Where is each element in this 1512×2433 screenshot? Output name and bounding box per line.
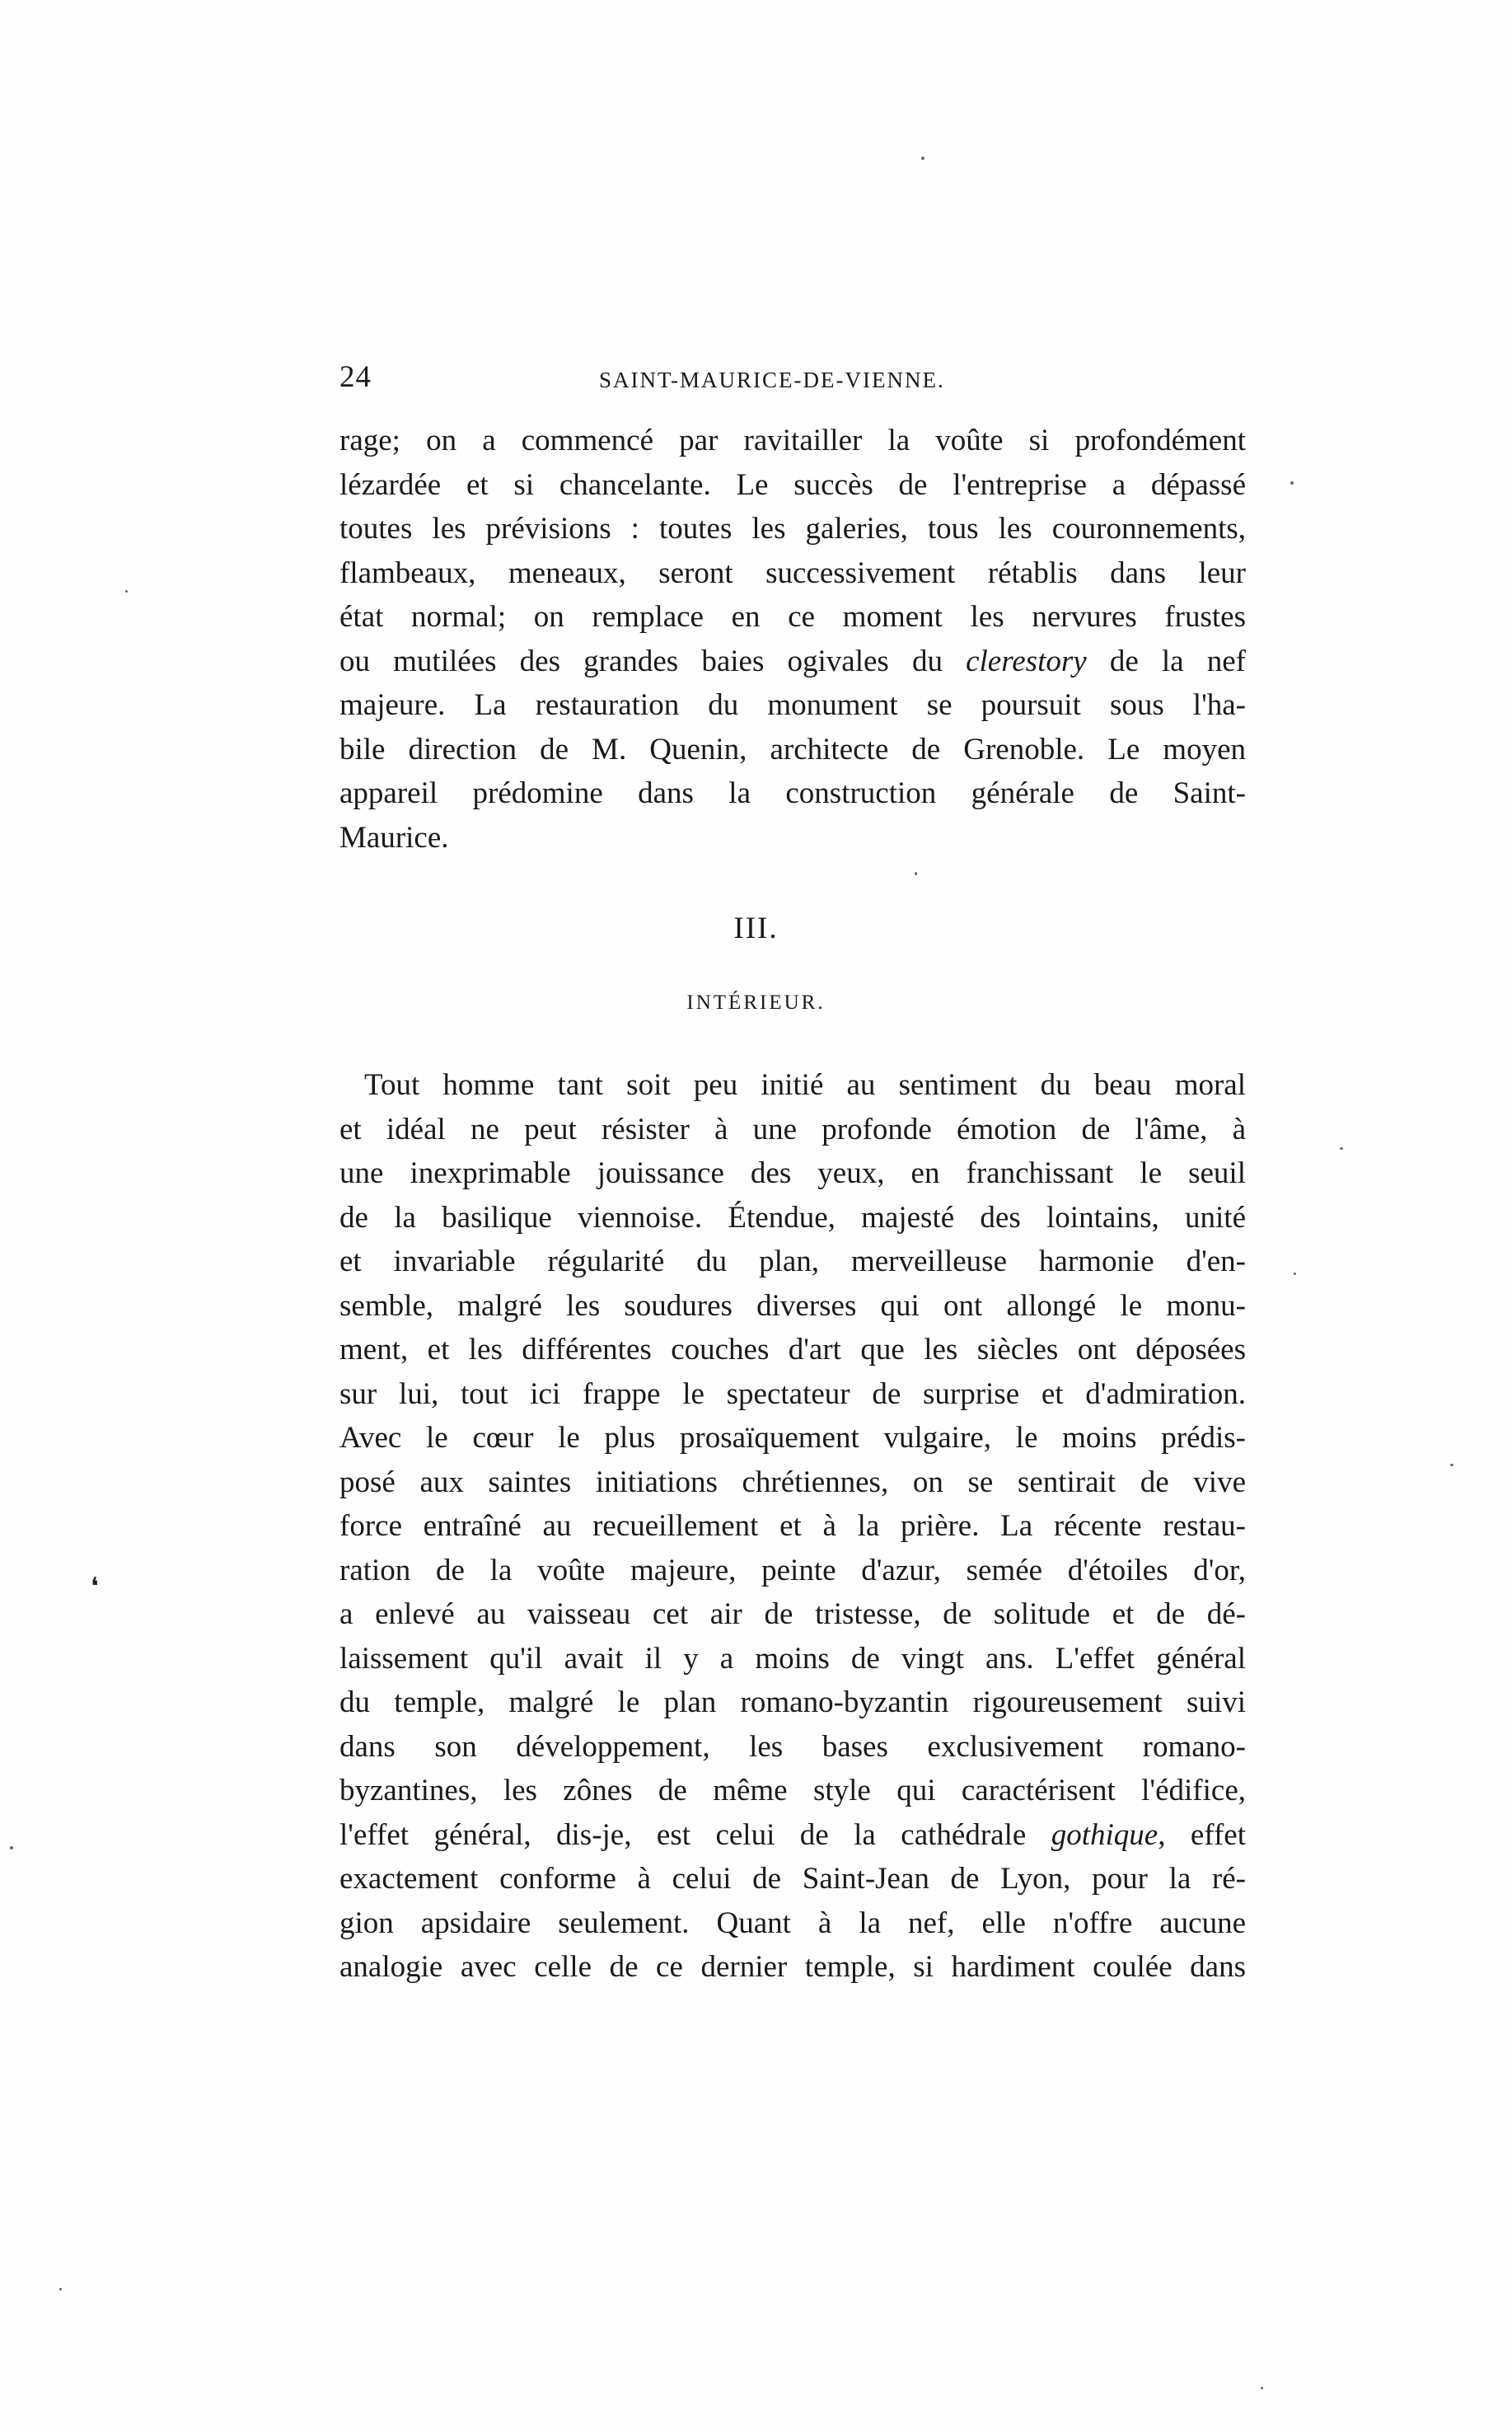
text-line: posé aux saintes initiations chrétiennes, on se sentirait de vive bbox=[339, 1465, 1246, 1499]
text-line: analogie avec celle de ce dernier temple, si hardiment coulée dans bbox=[339, 1950, 1246, 1984]
text-line: rage; on a commencé par ravitailler la voûte si profondément bbox=[339, 424, 1246, 457]
scan-speck bbox=[915, 872, 917, 875]
text-line: dans son développement, les bases exclusivement romano- bbox=[339, 1729, 1246, 1764]
scan-speck bbox=[1261, 2387, 1263, 2389]
text-line: majeure. La restauration du monument se poursuit sous l'ha- bbox=[339, 688, 1246, 722]
section-number: III. bbox=[733, 912, 779, 945]
paragraph-interieur bbox=[339, 1063, 1246, 1990]
page-header bbox=[339, 359, 1246, 409]
text-line: exactement conforme à celui de Saint-Jean de Lyon, pour la ré- bbox=[339, 1862, 1246, 1896]
text-line: sur lui, tout ici frappe le spectateur de surprise et d'admiration. bbox=[339, 1376, 1246, 1411]
scan-speck bbox=[10, 1846, 13, 1849]
italic-word: gothique bbox=[1051, 1817, 1159, 1852]
text-line: l'effet général, dis-je, est celui de la cathédrale gothique, effet bbox=[339, 1817, 1246, 1852]
text-line: état normal; on remplace en ce moment les nervures frustes bbox=[339, 600, 1246, 634]
scan-speck bbox=[1290, 481, 1294, 485]
text-line: laissement qu'il avait il y a moins de vingt ans. L'effet général bbox=[339, 1641, 1246, 1676]
paragraph-continuation bbox=[339, 419, 1246, 860]
text-line: bile direction de M. Quenin, architecte de Grenoble. Le moyen bbox=[339, 732, 1246, 766]
text-line: Maurice. bbox=[339, 820, 449, 855]
scan-speck bbox=[125, 590, 128, 593]
text-line: force entraîné au recueillement et à la prière. La récente restau- bbox=[339, 1509, 1246, 1543]
text-line: du temple, malgré le plan romano-byzantin rigoureusement suivi bbox=[339, 1685, 1246, 1719]
text-line: lézardée et si chancelante. Le succès de l'entreprise a dépassé bbox=[339, 467, 1246, 502]
running-title: SAINT-MAURICE-DE-VIENNE. bbox=[599, 368, 945, 392]
text-line: gion apsidaire seulement. Quant à la nef, elle n'offre aucune bbox=[339, 1906, 1246, 1940]
text-line: semble, malgré les soudures diverses qui ont allongé le monu- bbox=[339, 1288, 1246, 1323]
text-line: et idéal ne peut résister à une profonde émotion de l'âme, à bbox=[339, 1112, 1246, 1146]
text-line: Tout homme tant soit peu initié au sentiment du beau moral bbox=[364, 1068, 1246, 1102]
text-line: byzantines, les zônes de même style qui caractérisent l'édifice, bbox=[339, 1774, 1246, 1807]
scan-speck bbox=[1294, 1273, 1296, 1275]
scan-speck bbox=[1340, 1147, 1343, 1150]
text-line: Avec le cœur le plus prosaïquement vulgaire, le moins prédis- bbox=[339, 1421, 1246, 1455]
text-line: toutes les prévisions : toutes les galeries, tous les couronnements, bbox=[339, 512, 1246, 546]
text-line: ou mutilées des grandes baies ogivales du clerestory de la nef bbox=[339, 644, 1246, 678]
text-line: de la basilique viennoise. Étendue, majesté des lointains, unité bbox=[339, 1200, 1246, 1235]
scan-speck bbox=[921, 157, 925, 160]
section-title: INTÉRIEUR. bbox=[686, 991, 826, 1014]
text-line: ment, et les différentes couches d'art que les siècles ont déposées bbox=[339, 1333, 1246, 1367]
text-line: ration de la voûte majeure, peinte d'azur, semée d'étoiles d'or, bbox=[339, 1553, 1246, 1587]
scan-speck bbox=[59, 2288, 62, 2290]
scan-speck bbox=[1450, 1464, 1453, 1466]
margin-mark: ❛ bbox=[91, 1573, 99, 1601]
text-line: appareil prédomine dans la construction générale de Saint- bbox=[339, 776, 1246, 810]
text-line: et invariable régularité du plan, merveilleuse harmonie d'en- bbox=[339, 1245, 1246, 1278]
text-line: a enlevé au vaisseau cet air de tristesse, de solitude et de dé- bbox=[339, 1597, 1246, 1631]
page-number: 24 bbox=[339, 360, 372, 394]
text-line: flambeaux, meneaux, seront successivement rétablis dans leur bbox=[339, 556, 1246, 590]
italic-word: clerestory bbox=[966, 644, 1087, 678]
text-line: une inexprimable jouissance des yeux, en franchissant le seuil bbox=[339, 1156, 1246, 1190]
